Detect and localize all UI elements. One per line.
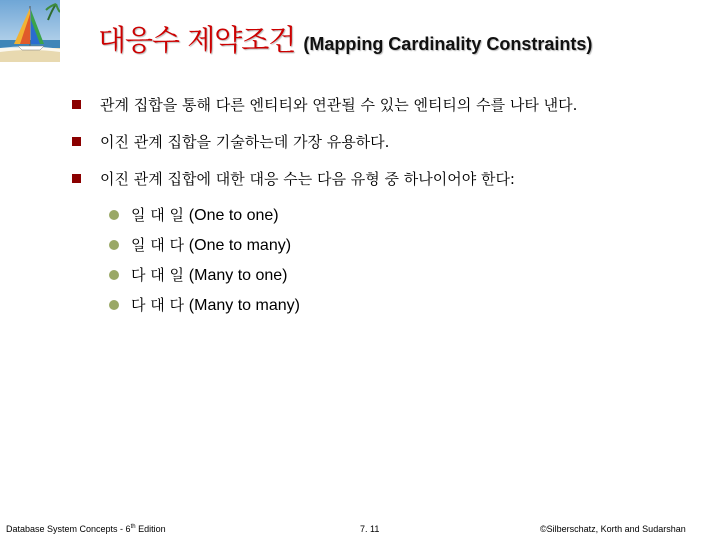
footer-book-suffix: Edition (135, 524, 166, 534)
sub-bullet-item (109, 235, 300, 256)
sub-bullet-item (109, 205, 300, 226)
sub-bullet-item (109, 265, 300, 286)
title-english: (Mapping Cardinality Constraints) (303, 34, 593, 54)
sub-bullet-korean: 다 대 다 (131, 296, 185, 314)
sub-bullet-item (109, 295, 300, 316)
sub-bullet-english: (Many to one) (188, 267, 288, 284)
round-bullet-icon (109, 210, 119, 220)
bullet-item (72, 133, 692, 152)
sub-bullet-list (109, 205, 300, 325)
bullet-item (72, 170, 692, 189)
title-korean: 대응수 제약조건 (98, 23, 296, 57)
sub-bullet-korean: 일 대 다 (131, 236, 185, 254)
bullet-list (72, 96, 692, 207)
bullet-text: 이진 관계 집합에 대한 대응 수는 다음 유형 중 하나이어야 한다: (100, 170, 515, 188)
sub-bullet-english: (Many to many) (188, 297, 300, 314)
bullet-item (72, 96, 692, 115)
sub-bullet-korean: 일 대 일 (131, 206, 185, 224)
sub-bullet-english: (One to one) (188, 207, 279, 224)
slide-title (98, 18, 592, 59)
footer-page-number: 7. 11 (360, 524, 380, 534)
sub-bullet-english: (One to many) (188, 237, 292, 254)
round-bullet-icon (109, 240, 119, 250)
sub-bullet-korean: 다 대 일 (131, 266, 185, 284)
round-bullet-icon (109, 270, 119, 280)
round-bullet-icon (109, 300, 119, 310)
sailboat-logo-icon (0, 0, 60, 62)
square-bullet-icon (72, 100, 81, 109)
footer-copyright: ©Silberschatz, Korth and Sudarshan (540, 524, 686, 534)
square-bullet-icon (72, 174, 81, 183)
footer-book-title (6, 524, 166, 534)
bullet-text: 이진 관계 집합을 기술하는데 가장 유용하다. (100, 133, 390, 151)
footer-book-prefix: Database System Concepts - 6 (6, 524, 131, 534)
bullet-text: 관계 집합을 통해 다른 엔티티와 연관될 수 있는 엔티티의 수를 나타 낸다. (100, 96, 578, 114)
footer-book-sup: th (130, 524, 136, 530)
square-bullet-icon (72, 137, 81, 146)
